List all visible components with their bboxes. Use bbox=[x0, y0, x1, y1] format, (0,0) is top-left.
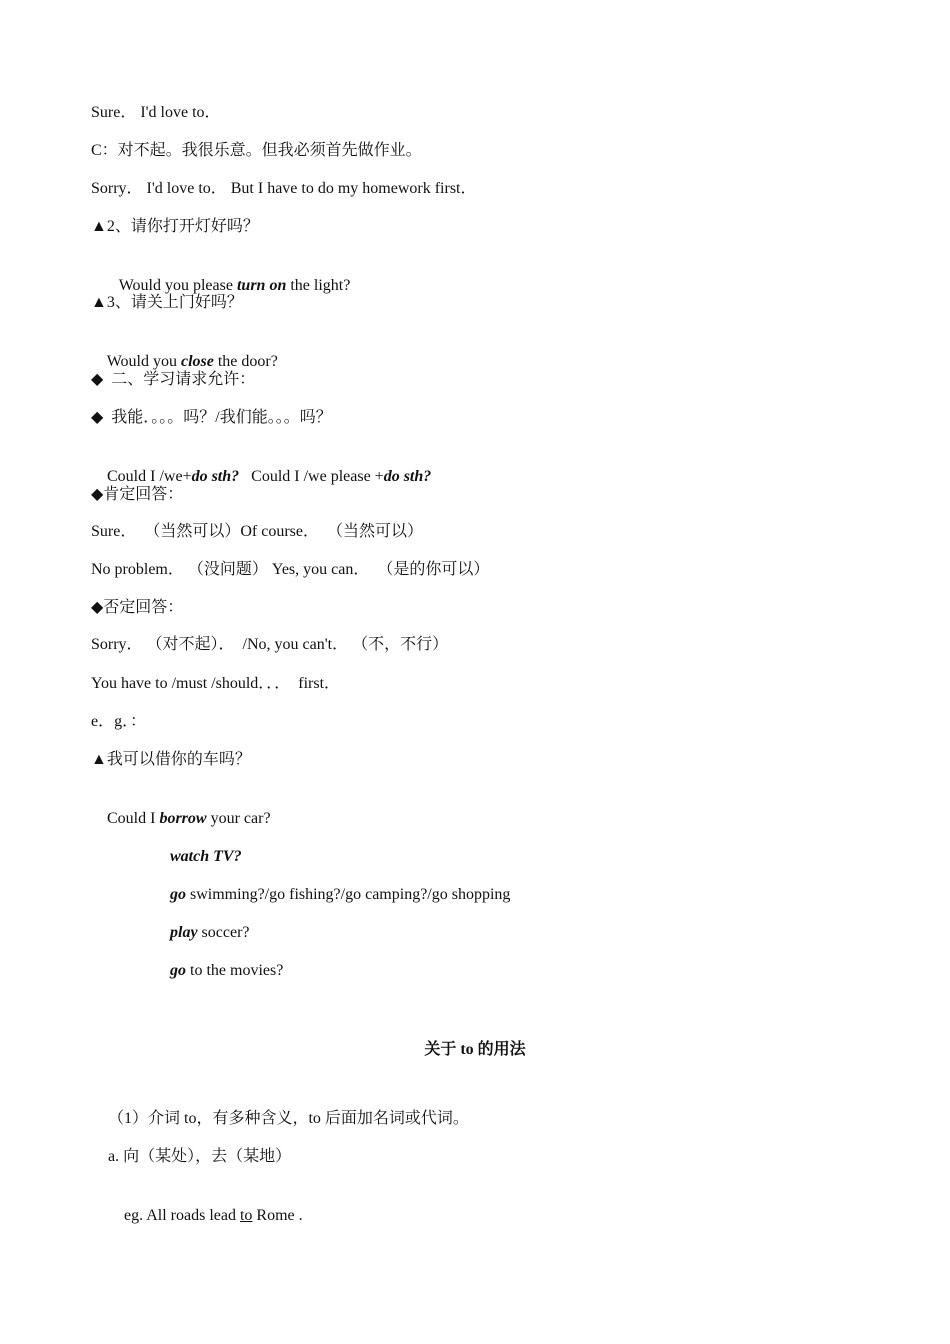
sentence-part: swimming?/go fishing?/go camping?/go shopping bbox=[186, 886, 511, 903]
text-line: a. 向（某处），去（某地） bbox=[108, 1148, 292, 1165]
section-heading: ◆ 二、学习请求允许： bbox=[91, 371, 256, 388]
text-line: ▲3、请关上门好吗？ bbox=[91, 294, 243, 311]
text-line: No problem． （没问题） Yes, you can． （是的你可以） bbox=[91, 561, 490, 578]
key-phrase: borrow bbox=[159, 810, 207, 827]
text-line: ◆ 我能．。。。吗？/我们能。。。吗？ bbox=[91, 409, 332, 426]
sentence-part: Would you bbox=[106, 353, 181, 370]
text-line: ◆肯定回答： bbox=[91, 486, 184, 503]
text-line: C：对不起。我很乐意。但我必须首先做作业。 bbox=[91, 142, 422, 159]
sentence-part: Rome . bbox=[252, 1207, 303, 1224]
key-phrase: go bbox=[170, 886, 186, 903]
section-title: 关于 to 的用法 bbox=[424, 1041, 526, 1058]
text-line: Sorry． （对不起）． /No, you can't． （不，不行） bbox=[91, 636, 449, 653]
sentence-part: to the movies? bbox=[186, 962, 284, 979]
text-line: （1）介词 to，有多种含义，to 后面加名词或代词。 bbox=[108, 1110, 469, 1127]
sentence-part: Would you please bbox=[118, 277, 237, 294]
text-line: Sure． （当然可以）Of course． （当然可以） bbox=[91, 523, 423, 540]
sentence-part: Could I bbox=[107, 810, 160, 827]
key-phrase: watch TV? bbox=[170, 848, 242, 865]
text-line: ◆否定回答： bbox=[91, 599, 184, 616]
text-line: You have to /must /should．．． first． bbox=[91, 675, 341, 692]
text-line: Sorry． I'd love to． But I have to do my homework first． bbox=[91, 180, 477, 197]
sentence-part: the light? bbox=[286, 277, 351, 294]
text-line: ▲2、请你打开灯好吗？ bbox=[91, 218, 259, 235]
text-line: e．g．： bbox=[91, 713, 147, 730]
example-sentence bbox=[108, 1186, 303, 1246]
underlined-word: to bbox=[239, 1207, 253, 1224]
key-phrase: do sth? bbox=[383, 468, 432, 485]
text-line: ▲我可以借你的车吗？ bbox=[91, 751, 251, 768]
sentence-part: your car? bbox=[206, 810, 271, 827]
key-phrase: close bbox=[180, 353, 214, 370]
key-phrase: play bbox=[170, 924, 198, 941]
key-phrase: turn on bbox=[236, 277, 287, 294]
sentence-part: the door? bbox=[213, 353, 278, 370]
text-line: Sure． I'd love to． bbox=[91, 104, 221, 121]
example-variant bbox=[154, 941, 283, 1001]
key-phrase: do sth? bbox=[191, 468, 240, 485]
sentence-part: Could I /we please + bbox=[239, 468, 384, 485]
sentence-part: Could I /we+ bbox=[107, 468, 192, 485]
sentence-part: soccer? bbox=[197, 924, 250, 941]
sentence-part: eg. All roads lead bbox=[124, 1207, 240, 1224]
key-phrase: go bbox=[170, 962, 186, 979]
